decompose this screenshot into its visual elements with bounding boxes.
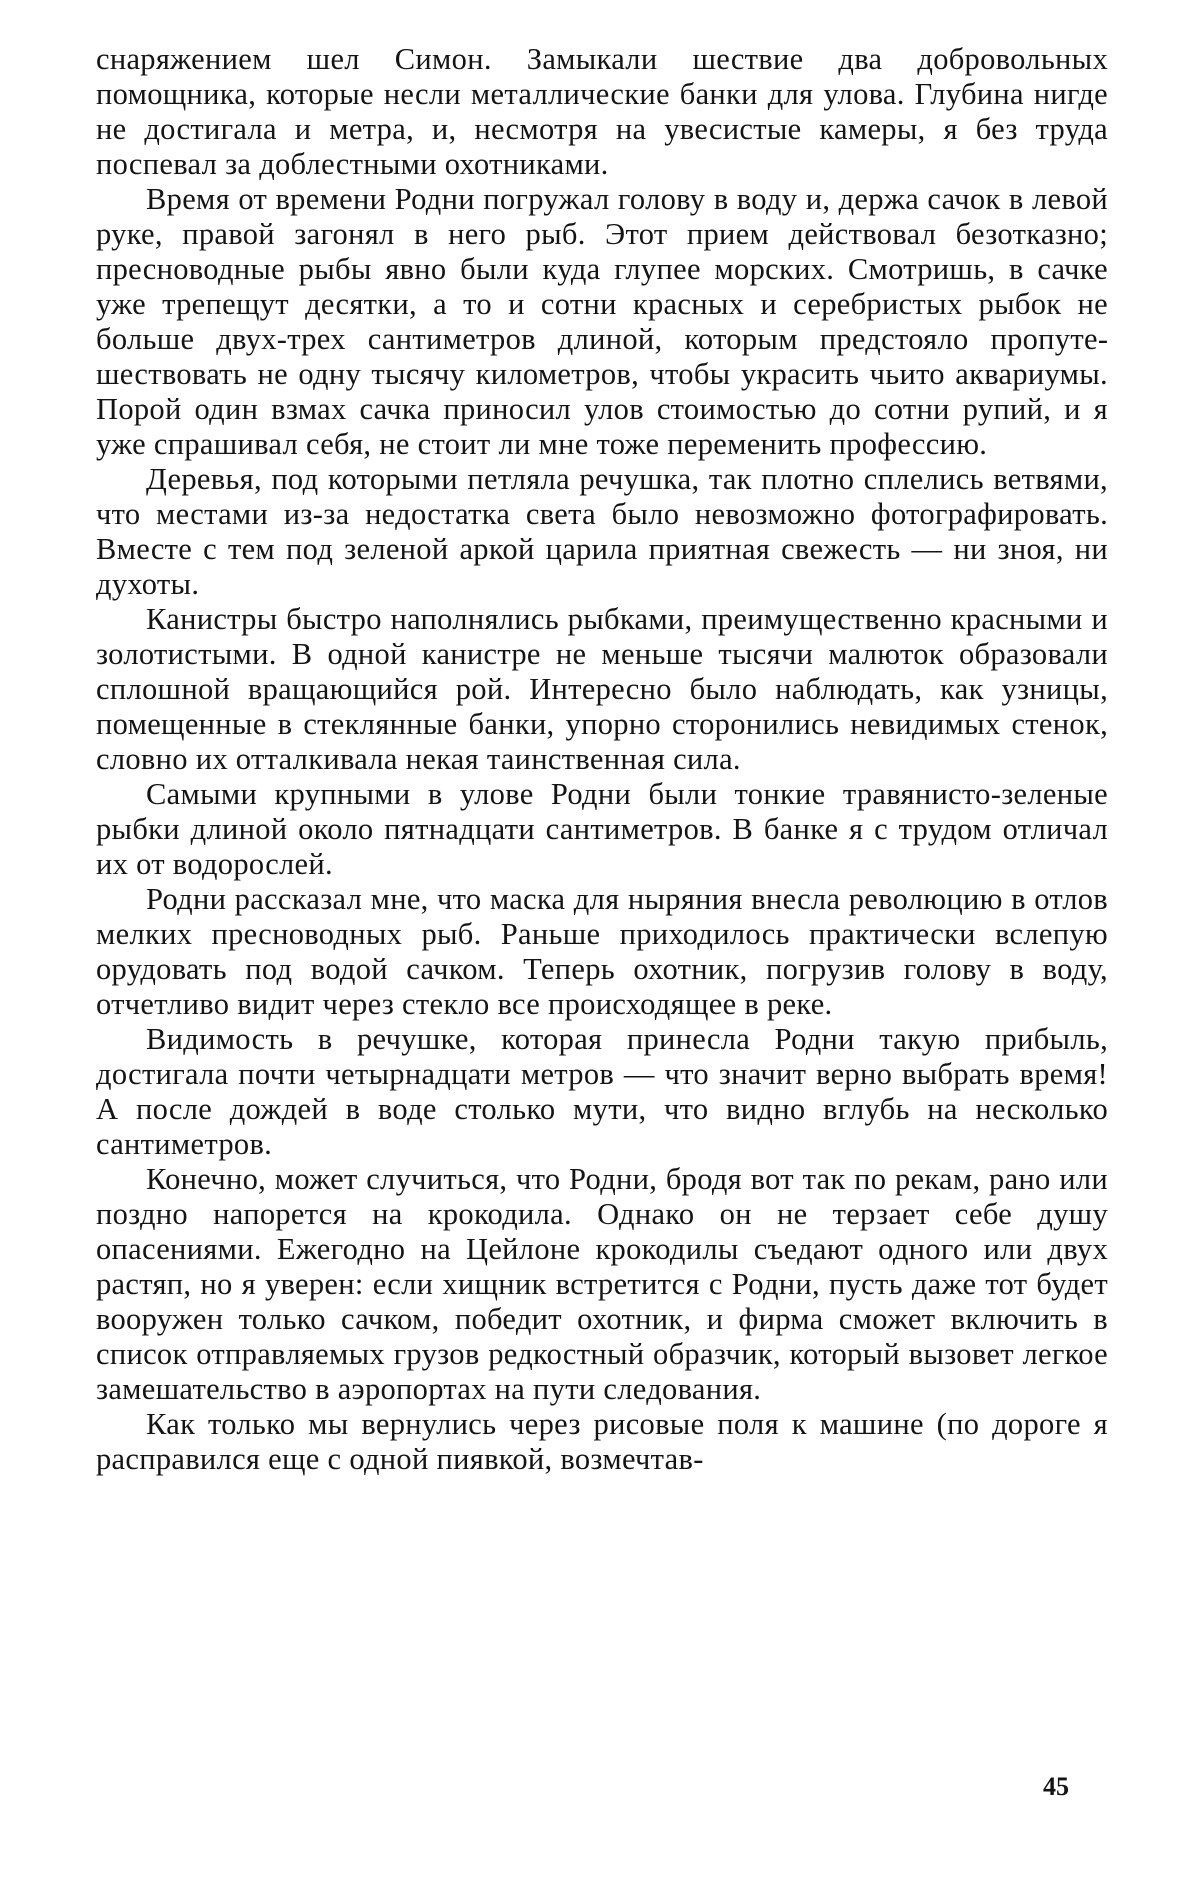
paragraph: Канистры быстро наполнялись рыбками, преимущественно красными и золотистыми. В одной канистре не меньше тысячи малюток образовали сплошной вращающийся рой. Интересно было наблюдать, как узницы, помещенные в стеклянные банки, упорно сторонились невидимых стенок, словно их отталкивала некая таинственная сила.	[96, 602, 1108, 776]
paragraph-continuation: снаряжением шел Симон. Замыкали шествие два добровольных помощника, которые несли металлические банки для улова. Глубина нигде не достигала и метра, и, несмотря на увесистые камеры, я без труда поспевал за доблестными охотниками.	[96, 42, 1108, 181]
page-number: 45	[1043, 1772, 1069, 1801]
paragraph: Самыми крупными в улове Родни были тонкие травянисто-зеленые рыбки длиной около пятнадцати сантиметров. В банке я с трудом отличал их от водорослей.	[96, 777, 1108, 881]
paragraph: Видимость в речушке, которая принесла Родни такую прибыль, достигала почти четырнадцати метров — что значит верно выбрать время! А после дождей в воде столько мути, что видно вглубь на несколько сантиметров.	[96, 1022, 1108, 1161]
paragraph: Родни рассказал мне, что маска для ныряния внесла революцию в отлов мелких пресноводных рыб. Раньше приходилось практически вслепую орудовать под водой сачком. Теперь охотник, погрузив голову в воду, отчетливо видит через стекло все происходящее в реке.	[96, 882, 1108, 1021]
paragraph: Конечно, может случиться, что Родни, бродя вот так по рекам, рано или поздно напорется на крокодила. Однако он не терзает себе душу опасениями. Ежегодно на Цейлоне крокодилы съедают одного или двух растяп, но я уверен: если хищник встретится с Родни, пусть даже тот будет вооружен только сачком, победит охотник, и фирма сможет включить в список отправляемых грузов редкостный образчик, который вызовет легкое замешательство в аэропортах на пути следования.	[96, 1162, 1108, 1406]
paragraph: Деревья, под которыми петляла речушка, так плотно сплелись ветвями, что местами из-за недостатка света было невозможно фотографировать. Вместе с тем под зеленой аркой царила приятная свежесть — ни зноя, ни духоты.	[96, 462, 1108, 601]
paragraph: Как только мы вернулись через рисовые поля к машине (по дороге я расправился еще с одной пиявкой, возмечтав-	[96, 1407, 1108, 1476]
book-page	[96, 42, 1108, 1477]
paragraph: Время от времени Родни погружал голову в воду и, держа сачок в левой руке, правой загонял в него рыб. Этот прием действовал безотказно; пресноводные рыбы явно были куда глупее морских. Смотришь, в сачке уже трепещут десятки, а то и сотни красных и серебристых рыбок не больше двух-трех сантиметров длиной, которым предстояло пропутешествовать не одну тысячу километров, чтобы украсить чьито аквариумы. Порой один взмах сачка приносил улов стоимостью до сотни рупий, и я уже спрашивал себя, не стоит ли мне тоже переменить профессию.	[96, 182, 1108, 461]
